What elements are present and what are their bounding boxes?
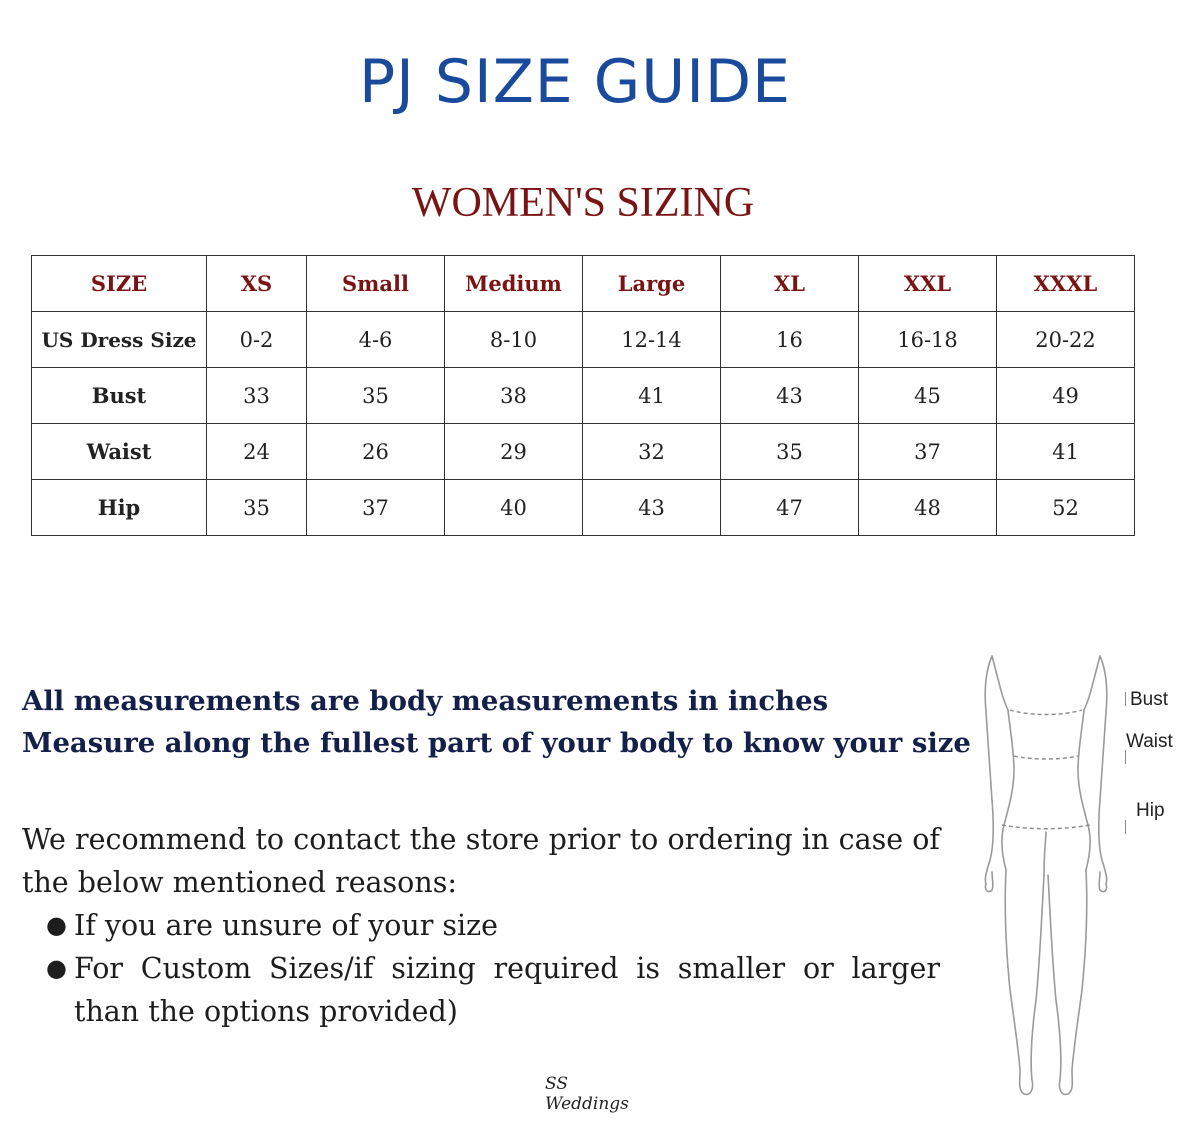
table-cell: 12-14	[583, 312, 721, 368]
list-item-text: If you are unsure of your size	[74, 909, 499, 942]
list-item	[46, 947, 940, 1033]
table-cell: 8-10	[445, 312, 583, 368]
table-row-waist	[32, 424, 1135, 480]
bullet-icon: ●	[46, 954, 67, 982]
column-header-xs: XS	[207, 256, 307, 312]
bust-label: Bust	[1130, 689, 1169, 710]
table-row-bust	[32, 368, 1135, 424]
table-row-us-dress-size	[32, 312, 1135, 368]
row-label: Waist	[32, 424, 207, 480]
reasons-list	[46, 904, 940, 1033]
table-cell: 41	[583, 368, 721, 424]
column-header-xl: XL	[721, 256, 859, 312]
table-cell: 16	[721, 312, 859, 368]
row-label: Bust	[32, 368, 207, 424]
table-cell: 37	[859, 424, 997, 480]
hip-tick	[1125, 820, 1126, 834]
table-cell: 24	[207, 424, 307, 480]
table-header-row	[32, 256, 1135, 312]
table-cell: 38	[445, 368, 583, 424]
body-figure	[970, 650, 1173, 1100]
table-cell: 37	[307, 480, 445, 536]
table-cell: 45	[859, 368, 997, 424]
size-chart-table	[31, 255, 1135, 536]
column-header-xxxl: XXXL	[997, 256, 1135, 312]
table-cell: 33	[207, 368, 307, 424]
table-cell: 40	[445, 480, 583, 536]
row-label: US Dress Size	[32, 312, 207, 368]
measure-instruction: Measure along the fullest part of your body to know your size	[22, 727, 971, 759]
table-cell: 16-18	[859, 312, 997, 368]
table-cell: 26	[307, 424, 445, 480]
table-cell: 48	[859, 480, 997, 536]
table-cell: 35	[721, 424, 859, 480]
column-header-medium: Medium	[445, 256, 583, 312]
table-cell: 35	[207, 480, 307, 536]
table-cell: 32	[583, 424, 721, 480]
table-cell: 41	[997, 424, 1135, 480]
table-cell: 0-2	[207, 312, 307, 368]
bullet-icon: ●	[46, 911, 67, 939]
body-outline-icon	[970, 650, 1120, 1100]
table-cell: 43	[583, 480, 721, 536]
column-header-xxl: XXL	[859, 256, 997, 312]
hip-label: Hip	[1136, 800, 1165, 821]
waist-label: Waist	[1126, 731, 1173, 752]
table-row-hip	[32, 480, 1135, 536]
column-header-small: Small	[307, 256, 445, 312]
column-header-size: SIZE	[32, 256, 207, 312]
bust-tick	[1125, 692, 1126, 706]
list-item	[46, 904, 940, 947]
table-cell: 29	[445, 424, 583, 480]
measurement-note: All measurements are body measurements in inches	[22, 685, 829, 717]
table-cell: 35	[307, 368, 445, 424]
table-cell: 52	[997, 480, 1135, 536]
recommend-text: We recommend to contact the store prior to ordering in case of the below mentioned reasons:	[22, 823, 940, 899]
row-label: Hip	[32, 480, 207, 536]
table-cell: 4-6	[307, 312, 445, 368]
brand-watermark: SS Weddings	[545, 1074, 629, 1114]
column-header-large: Large	[583, 256, 721, 312]
table-cell: 20-22	[997, 312, 1135, 368]
section-title: WOMEN'S SIZING	[411, 180, 755, 226]
table-cell: 49	[997, 368, 1135, 424]
page-title: PJ SIZE GUIDE	[358, 47, 792, 117]
table-cell: 47	[721, 480, 859, 536]
table-cell: 43	[721, 368, 859, 424]
list-item-text: For Custom Sizes/if sizing required is smaller or larger than the options provided)	[74, 952, 940, 1028]
